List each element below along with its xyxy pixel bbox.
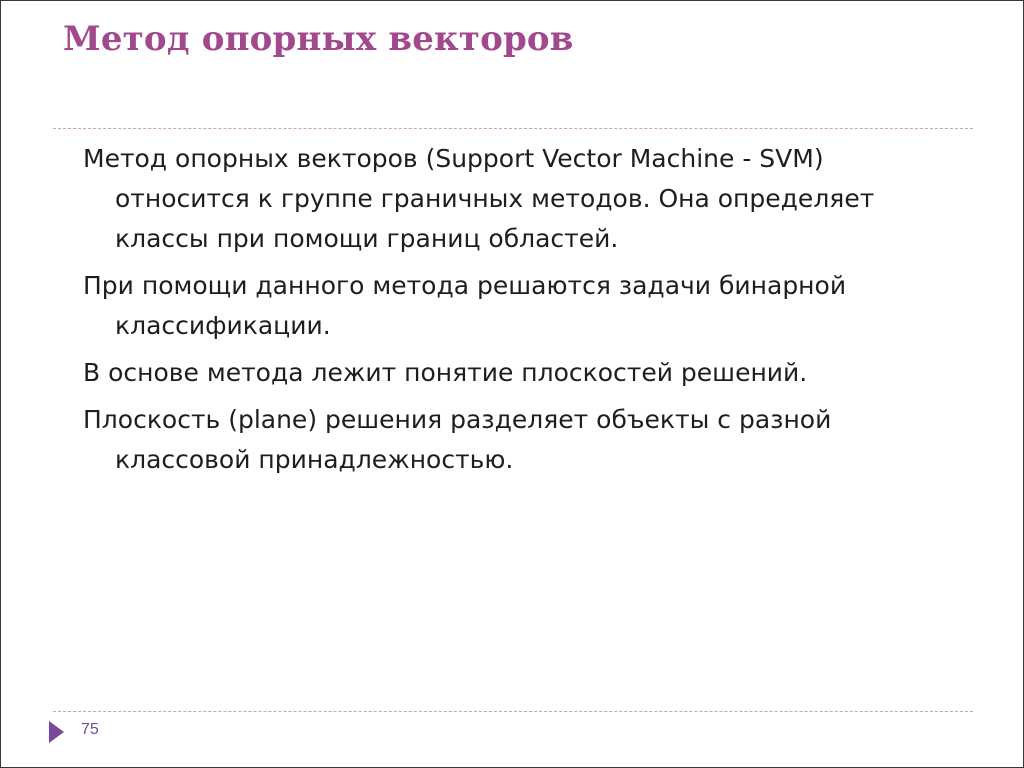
slide-title: Метод опорных векторов <box>63 19 574 59</box>
paragraph: Плоскость (plane) решения разделяет объекты с разной классовой принадлежностью. <box>83 405 832 474</box>
paragraph: Метод опорных векторов (Support Vector Machine - SVM) относится к группе граничных методов. Она определяет классы при помощи границ областей. <box>83 144 875 253</box>
footer-divider <box>53 711 973 712</box>
slide-body <box>83 139 963 487</box>
title-divider <box>53 128 973 129</box>
page-number: 75 <box>81 721 99 738</box>
paragraph: При помощи данного метода решаются задачи бинарной классификации. <box>83 271 847 340</box>
play-triangle-icon <box>49 721 64 743</box>
paragraph: В основе метода лежит понятие плоскостей решений. <box>83 358 808 387</box>
